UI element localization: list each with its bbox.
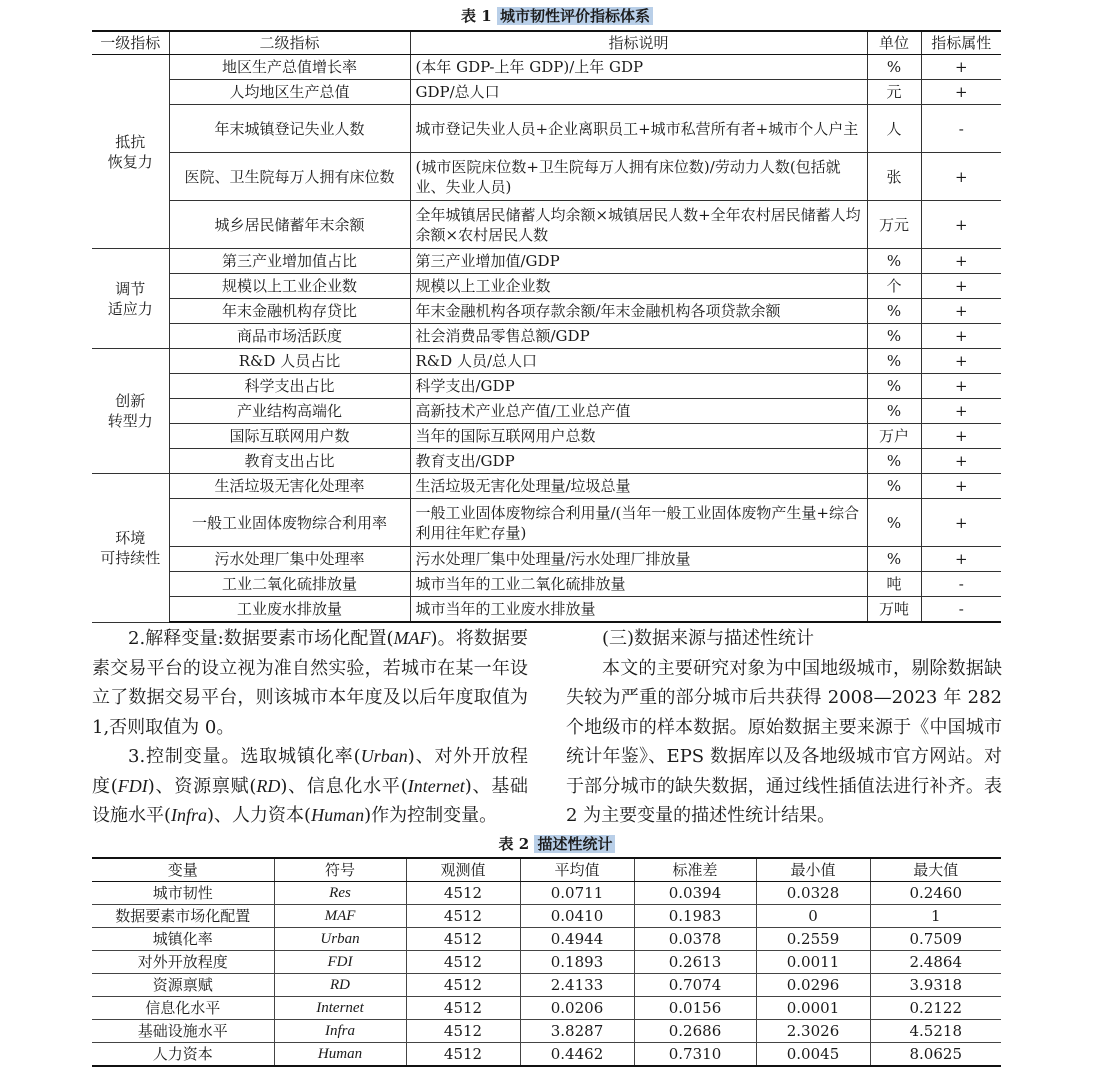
text-run: )、信息化水平( [280,775,408,797]
table-row [92,349,1001,374]
table-row [92,55,1001,80]
table-row [92,1043,1001,1067]
observation-count: 4512 [406,951,520,974]
min-value: 0.0011 [756,951,870,974]
text-run: 3.控制变量。选取城镇化率( [128,746,361,767]
primary-indicator-line: 适应力 [107,299,153,318]
indicator-attribute: + [921,201,1001,249]
table-row [92,474,1001,499]
secondary-indicator: 医院、卫生院每万人拥有床位数 [169,153,410,201]
control-variable-paragraph [92,742,528,831]
table-row [92,1020,1001,1043]
indicator-attribute: + [921,424,1001,449]
secondary-indicator: 教育支出占比 [169,449,410,474]
primary-indicator-cell [92,249,169,349]
table2-header: 最大值 [870,858,1001,882]
variable-symbol: Internet [274,997,406,1020]
std-dev-value: 0.7074 [634,974,756,997]
indicator-attribute: + [921,274,1001,299]
secondary-indicator: 商品市场活跃度 [169,324,410,349]
table-row [92,974,1001,997]
indicator-attribute: - [921,105,1001,153]
primary-indicator-cell [92,474,169,623]
table-row [92,80,1001,105]
table2-caption [0,834,1114,854]
indicator-unit: 万户 [867,424,921,449]
primary-indicator-line: 调节 [115,279,146,298]
table-row [92,274,1001,299]
secondary-indicator: 生活垃圾无害化处理率 [169,474,410,499]
variable-symbol: Infra [274,1020,406,1043]
variable-symbol: Urban [360,746,408,766]
secondary-indicator: 工业废水排放量 [169,597,410,623]
indicator-attribute: + [921,80,1001,105]
secondary-indicator: 年末城镇登记失业人数 [169,105,410,153]
indicator-unit: 吨 [867,572,921,597]
observation-count: 4512 [406,997,520,1020]
indicator-unit: % [867,299,921,324]
max-value: 4.5218 [870,1020,1001,1043]
table1-header: 指标说明 [410,31,867,55]
indicator-attribute: + [921,153,1001,201]
indicator-attribute: + [921,449,1001,474]
table-row [92,997,1001,1020]
indicator-attribute: - [921,572,1001,597]
table-row [92,449,1001,474]
indicator-attribute: + [921,324,1001,349]
table1-header: 二级指标 [169,31,410,55]
min-value: 2.3026 [756,1020,870,1043]
variable-symbol: Internet [407,775,465,796]
min-value: 0.0296 [756,974,870,997]
indicator-description: R&D 人员/总人口 [410,349,867,374]
variable-symbol: Res [274,882,406,905]
variable-symbol: RD [274,974,406,997]
table-row [92,597,1001,623]
indicator-attribute: + [921,55,1001,80]
table-row [92,399,1001,424]
max-value: 1 [870,905,1001,928]
table2-caption-prefix: 表 2 [498,835,530,853]
indicator-attribute: + [921,349,1001,374]
table2-header: 平均值 [520,858,634,882]
indicator-attribute: + [921,374,1001,399]
secondary-indicator: R&D 人员占比 [169,349,410,374]
indicator-description: 教育支出/GDP [410,449,867,474]
observation-count: 4512 [406,1020,520,1043]
variable-symbol: MAF [393,628,431,648]
left-text-column [92,624,528,831]
indicator-description: 科学支出/GDP [410,374,867,399]
primary-indicator-line: 环境 [115,528,146,547]
indicator-unit: % [867,449,921,474]
secondary-indicator: 年末金融机构存贷比 [169,299,410,324]
variable-symbol: FDI [117,775,148,796]
indicator-description: 社会消费品零售总额/GDP [410,324,867,349]
indicator-unit: 万吨 [867,597,921,623]
variable-symbol: RD [256,775,281,796]
indicator-description: 全年城镇居民储蓄人均余额×城镇居民人数+全年农村居民储蓄人均余额×农村居民人数 [410,201,867,249]
table-row [92,374,1001,399]
secondary-indicator: 人均地区生产总值 [169,80,410,105]
secondary-indicator: 规模以上工业企业数 [169,274,410,299]
indicator-attribute: + [921,474,1001,499]
table-row [92,201,1001,249]
text-run: )作为控制变量。 [364,805,498,826]
table1-header: 指标属性 [921,31,1001,55]
table2-caption-title: 描述性统计 [534,835,615,853]
primary-indicator-line: 转型力 [107,412,153,430]
table-row [92,928,1001,951]
explanatory-variable-paragraph [92,624,528,742]
table-row [92,882,1001,905]
indicator-description: 污水处理厂集中处理量/污水处理厂排放量 [410,547,867,572]
table1-caption-title: 城市韧性评价指标体系 [497,7,653,25]
indicator-unit: % [867,349,921,374]
std-dev-value: 0.2613 [634,951,756,974]
indicator-unit: 张 [867,153,921,201]
variable-name: 对外开放程度 [92,951,274,974]
table2-header: 观测值 [406,858,520,882]
observation-count: 4512 [406,974,520,997]
variable-name: 城市韧性 [92,882,274,905]
secondary-indicator: 科学支出占比 [169,374,410,399]
observation-count: 4512 [406,928,520,951]
primary-indicator-cell [92,55,169,249]
table-row [92,249,1001,274]
text-run: )、对外开放程度( [92,746,528,797]
mean-value: 0.1893 [520,951,634,974]
primary-indicator-cell [92,349,169,474]
table2-header: 最小值 [756,858,870,882]
indicator-attribute: + [921,299,1001,324]
variable-symbol: Human [274,1043,406,1067]
min-value: 0.0045 [756,1043,870,1067]
indicator-description: 年末金融机构各项存款余额/年末金融机构各项贷款余额 [410,299,867,324]
indicator-description: 城市当年的工业二氧化硫排放量 [410,572,867,597]
secondary-indicator: 污水处理厂集中处理率 [169,547,410,572]
observation-count: 4512 [406,1043,520,1067]
secondary-indicator: 工业二氧化硫排放量 [169,572,410,597]
indicator-unit: % [867,324,921,349]
min-value: 0.0001 [756,997,870,1020]
std-dev-value: 0.1983 [634,905,756,928]
indicator-attribute: + [921,249,1001,274]
observation-count: 4512 [406,905,520,928]
mean-value: 3.8287 [520,1020,634,1043]
indicator-attribute: - [921,597,1001,623]
table-row [92,299,1001,324]
section-heading: (三)数据来源与描述性统计 [602,628,815,649]
table-row [92,547,1001,572]
max-value: 0.7509 [870,928,1001,951]
indicator-unit: 元 [867,80,921,105]
indicator-unit: % [867,249,921,274]
indicator-unit: % [867,55,921,80]
indicator-unit: % [867,399,921,424]
std-dev-value: 0.0156 [634,997,756,1020]
indicator-description: 城市登记失业人员+企业离职员工+城市私营所有者+城市个人户主 [410,105,867,153]
max-value: 0.2122 [870,997,1001,1020]
table-row [92,572,1001,597]
observation-count: 4512 [406,882,520,905]
text-run: 2.解释变量:数据要素市场化配置( [128,628,394,649]
indicator-description: (城市医院床位数+卫生院每万人拥有床位数)/劳动力人数(包括就业、失业人员) [410,153,867,201]
indicator-description: 一般工业固体废物综合利用量/(当年一般工业固体废物产生量+综合利用往年贮存量) [410,499,867,547]
text-run: )、人力资本( [207,805,312,826]
variable-name: 数据要素市场化配置 [92,905,274,928]
table-row [92,499,1001,547]
min-value: 0.2559 [756,928,870,951]
table1-header: 单位 [867,31,921,55]
mean-value: 2.4133 [520,974,634,997]
std-dev-value: 0.2686 [634,1020,756,1043]
text-run: )、基础设施水平( [92,775,528,826]
resilience-indicator-table [92,30,1001,623]
secondary-indicator: 城乡居民储蓄年末余额 [169,201,410,249]
indicator-attribute: + [921,499,1001,547]
indicator-description: GDP/总人口 [410,80,867,105]
indicator-attribute: + [921,547,1001,572]
std-dev-value: 0.0394 [634,882,756,905]
max-value: 8.0625 [870,1043,1001,1067]
table1-caption-prefix: 表 1 [461,7,492,25]
right-text-column [566,624,1002,831]
data-source-paragraph: 本文的主要研究对象为中国地级城市，剔除数据缺失较为严重的部分城市后共获得 2008—2023 年 282 个地级市的样本数据。原始数据主要来源于《中国城市统计年鉴》、EPS 数据库以及各地级城市官方网站。对于部分城市的缺失数据，通过线性插值法进行补齐。表 2 为主要变量的描述性统计结果。 [566,657,1002,826]
variable-name: 信息化水平 [92,997,274,1020]
mean-value: 0.0206 [520,997,634,1020]
indicator-unit: % [867,374,921,399]
indicator-description: (本年 GDP-上年 GDP)/上年 GDP [410,55,867,80]
mean-value: 0.0410 [520,905,634,928]
indicator-attribute: + [921,399,1001,424]
variable-symbol: MAF [274,905,406,928]
table2-header: 变量 [92,858,274,882]
table2-header: 符号 [274,858,406,882]
primary-indicator-line: 可持续性 [100,548,161,567]
std-dev-value: 0.0378 [634,928,756,951]
secondary-indicator: 第三产业增加值占比 [169,249,410,274]
table-row [92,424,1001,449]
variable-symbol: Infra [171,805,208,825]
indicator-unit: 个 [867,274,921,299]
variable-symbol: Human [311,805,365,825]
indicator-description: 生活垃圾无害化处理量/垃圾总量 [410,474,867,499]
min-value: 0 [756,905,870,928]
primary-indicator-line: 创新 [115,392,146,410]
secondary-indicator: 国际互联网用户数 [169,424,410,449]
primary-indicator-line: 恢复力 [107,152,153,171]
table-row [92,951,1001,974]
max-value: 3.9318 [870,974,1001,997]
table-row [92,324,1001,349]
table-row [92,105,1001,153]
max-value: 0.2460 [870,882,1001,905]
variable-name: 人力资本 [92,1043,274,1067]
variable-symbol: FDI [274,951,406,974]
variable-symbol: Urban [274,928,406,951]
secondary-indicator: 产业结构高端化 [169,399,410,424]
std-dev-value: 0.7310 [634,1043,756,1067]
indicator-unit: % [867,547,921,572]
mean-value: 0.4462 [520,1043,634,1067]
variable-name: 城镇化率 [92,928,274,951]
indicator-unit: % [867,474,921,499]
table1-caption [0,6,1114,26]
indicator-description: 城市当年的工业废水排放量 [410,597,867,623]
variable-name: 资源禀赋 [92,974,274,997]
table-row [92,905,1001,928]
secondary-indicator: 地区生产总值增长率 [169,55,410,80]
indicator-description: 第三产业增加值/GDP [410,249,867,274]
max-value: 2.4864 [870,951,1001,974]
table-row [92,153,1001,201]
descriptive-statistics-table [92,857,1001,1067]
mean-value: 0.0711 [520,882,634,905]
text-run: )。将数据要素交易平台的设立视为准自然实验，若城市在某一年设立了数据交易平台，则该城市本年度及以后年度取值为 1,否则取值为 0。 [92,628,528,738]
indicator-description: 规模以上工业企业数 [410,274,867,299]
secondary-indicator: 一般工业固体废物综合利用率 [169,499,410,547]
indicator-unit: 人 [867,105,921,153]
indicator-unit: 万元 [867,201,921,249]
indicator-description: 高新技术产业总产值/工业总产值 [410,399,867,424]
text-run: )、资源禀赋( [147,775,257,797]
mean-value: 0.4944 [520,928,634,951]
table2-header: 标准差 [634,858,756,882]
table1-header: 一级指标 [92,31,169,55]
min-value: 0.0328 [756,882,870,905]
indicator-description: 当年的国际互联网用户总数 [410,424,867,449]
variable-name: 基础设施水平 [92,1020,274,1043]
indicator-unit: % [867,499,921,547]
primary-indicator-line: 抵抗 [115,132,146,151]
